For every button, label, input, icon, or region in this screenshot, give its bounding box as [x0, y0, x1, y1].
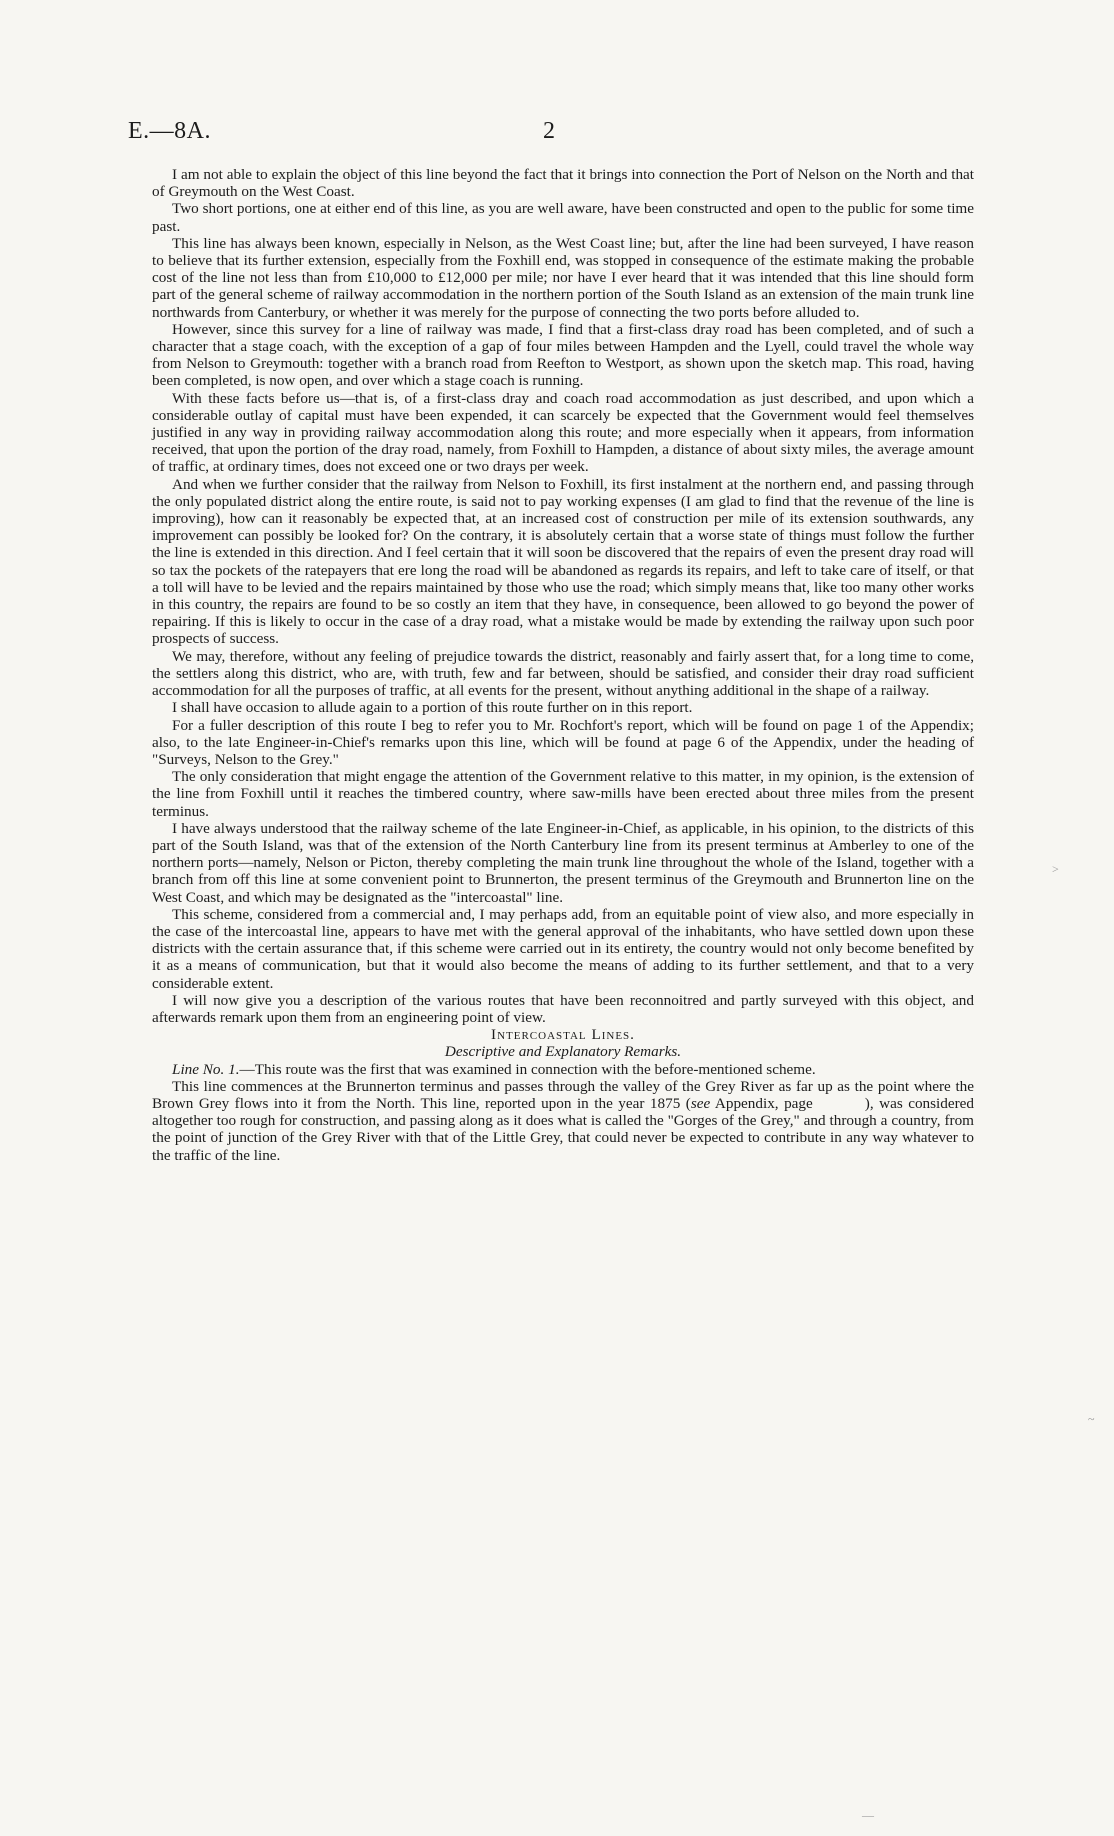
paragraph: The only consideration that might engage the attention of the Government relative to this matter, in my opinion, is the extension of the line from Foxhill until it reaches the timbered country, where saw-mills have been erected about three miles from the present terminus. [152, 768, 974, 820]
final-paragraph [152, 1078, 974, 1164]
section-subheading: Descriptive and Explanatory Remarks. [444, 1043, 682, 1061]
page-number: 2 [543, 118, 555, 144]
paragraph: I am not able to explain the object of this line beyond the fact that it brings into connection the Port of Nelson on the North and that of Greymouth on the West Coast. [152, 166, 974, 201]
see-reference: see [690, 1094, 711, 1112]
line-one-label: Line No. 1. [172, 1060, 240, 1078]
document-body [152, 166, 974, 1164]
paragraph: With these facts before us—that is, of a first-class dray and coach road accommodation as just described, and upon which a considerable outlay of capital must have been expended, it can scarcely be expected that the Government would feel themselves justified in any way in providing railway accommodation along this route; and more especially when it appears, from information received, that upon the portion of the dray road, namely, from Foxhill to Hampden, a distance of about sixty miles, the average amount of traffic, at ordinary times, does not exceed one or two drays per week. [152, 389, 974, 476]
paragraph: I shall have occasion to allude again to a portion of this route further on in this report. [172, 699, 693, 717]
margin-mark: > [1052, 862, 1059, 876]
margin-mark: ~ [1088, 1412, 1095, 1426]
final-paragraph-text-end: ), was considered altogether too rough for construction, and passing along as it does what is called the "Gorges of the Grey," and through a country, from the point of junction of the Grey River with that of the Little Grey, that could never be expected to contribute in any way whatever to the traffic of the line. [152, 1094, 975, 1164]
document-reference: E.—8A. [128, 118, 211, 144]
paragraph: I have always understood that the railway scheme of the late Engineer-in-Chief, as applicable, in his opinion, to the districts of this part of the South Island, was that of the extension of the North Canterbury line from its present terminus at Amberley to one of the northern ports—namely, Nelson or Picton, thereby completing the main trunk line throughout the whole of the Island, together with a branch from off this line at some convenient point to Brunnerton, the present terminus of the Greymouth and Brunnerton line on the West Coast, and which may be designated as the "intercoastal" line. [152, 819, 974, 906]
line-one-paragraph [152, 1061, 974, 1078]
paragraph: Two short portions, one at either end of this line, as you are well aware, have been constructed and open to the public for some time past. [152, 200, 974, 235]
paragraph: We may, therefore, without any feeling of prejudice towards the district, reasonably and fairly assert that, for a long time to come, the settlers along this district, who are, with truth, few and far between, should be satisfied, and consider their dray road sufficient accommodation for all the purposes of traffic, at all events for the present, without anything additional in the shape of a railway. [152, 647, 974, 700]
margin-mark: — [862, 1808, 874, 1822]
paragraph: And when we further consider that the railway from Nelson to Foxhill, its first instalment at the northern end, and passing through the only populated district along the entire route, is said not to pay working expenses (I am glad to find that the revenue of the line is improving), how can it reasonably be expected that, at an increased cost of construction per mile of its extension southwards, any improvement can possibly be looked for? On the contrary, it is absolutely certain that a worse state of things must follow the further the line is extended in this direction. And I feel certain that it will soon be discovered that the repairs of even the present dray road will so tax the pockets of the ratepayers that ere long the road will be abandoned as regards its repairs, and left to take care of itself, or that a toll will have to be levied and the repairs maintained by those who use the road; which simply means that, like too many other works in this country, the repairs are found to be so costly an item that they have, in consequence, been allowed to go beyond the power of repairing. If this is likely to occur in the case of a dray road, what a mistake would be made by extending the railway upon such poor prospects of success. [152, 475, 974, 648]
paragraph: This line has always been known, especially in Nelson, as the West Coast line; but, after the line had been surveyed, I have reason to believe that its further extension, especially from the Foxhill end, was stopped in consequence of the estimate making the probable cost of the line not less than from £10,000 to £12,000 per mile; nor have I ever heard that it was intended that this line should form part of the general scheme of railway accommodation in the northern portion of the South Island as an extension of the main trunk line northwards from Canterbury, or whether it was merely for the purpose of connecting the two ports before alluded to. [152, 234, 974, 321]
line-one-text: —This route was the first that was examined in connection with the before-mentioned scheme. [239, 1060, 816, 1078]
final-paragraph-text-start: This line commences at the Brunnerton terminus and passes through the valley of the Grey River as far up as the point where the Brown Grey flows into it from the North. This line, reported upon in the year 1875 ( [152, 1077, 974, 1112]
page-header [128, 118, 986, 148]
paragraph: For a fuller description of this route I beg to refer you to Mr. Rochfort's report, which will be found on page 1 of the Appendix; also, to the late Engineer-in-Chief's remarks upon this line, which will be found at page 6 of the Appendix, under the heading of "Surveys, Nelson to the Grey." [152, 716, 974, 768]
paragraph: However, since this survey for a line of railway was made, I find that a first-class dray road has been completed, and of such a character that a stage coach, with the exception of a gap of four miles between Hampden and the Lyell, could travel the whole way from Nelson to Greymouth: together with a branch road from Reefton to Westport, as shown upon the sketch map. This road, having been completed, is now open, and over which a stage coach is running. [152, 320, 974, 390]
paragraph: I will now give you a description of the various routes that have been reconnoitred and partly surveyed with this object, and afterwards remark upon them from an engineering point of view. [152, 991, 974, 1026]
section-heading: Intercoastal Lines. [491, 1026, 635, 1044]
paragraph: This scheme, considered from a commercial and, I may perhaps add, from an equitable point of view also, and more especially in the case of the intercoastal line, appears to have met with the general approval of the inhabitants, who have settled down upon these districts with the certain assurance that, if this scheme were carried out in its entirety, the country would not only become benefited by it as a means of communication, but that it would also become the means of adding to its further settlement, and that to a very considerable extent. [152, 905, 974, 992]
appendix-reference: Appendix, page [710, 1094, 813, 1112]
